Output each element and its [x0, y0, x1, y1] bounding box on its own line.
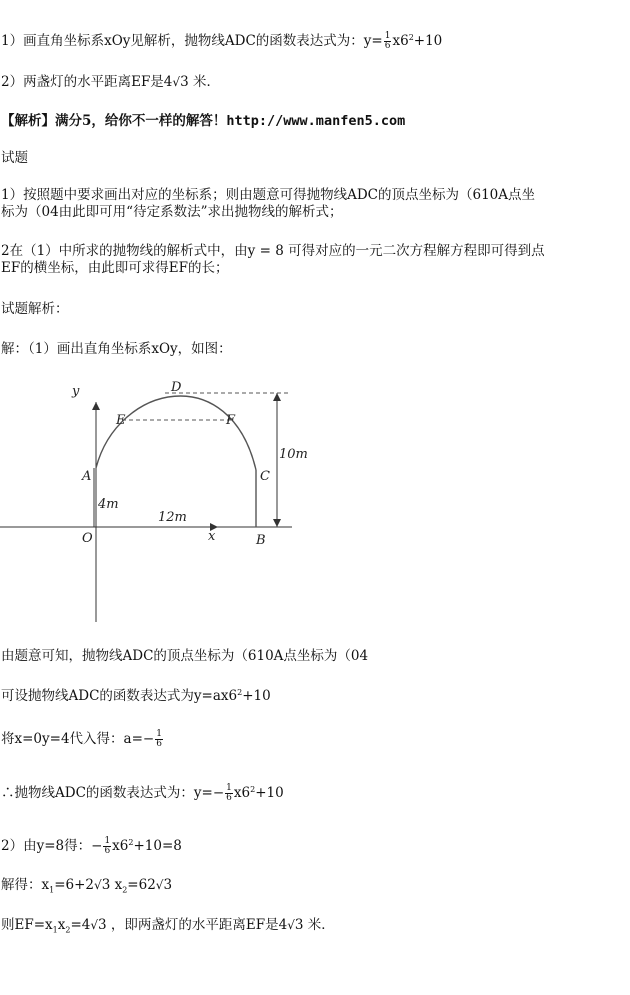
- sqrt-symbol: √: [90, 918, 99, 932]
- part-2-line: 2）由y=8得：− $\frac{1}{6}$ $x6^2+10=8$: [1, 836, 182, 856]
- analysis-1-line-1: 1）按照题中要求画出对应的坐标系；则由题意可得抛物线ADC的顶点坐标为（610A点坐: [1, 187, 536, 203]
- sqrt-symbol: √: [287, 918, 295, 932]
- label-b: B: [256, 533, 266, 548]
- label-o: O: [82, 531, 93, 546]
- label-x: x: [208, 529, 216, 544]
- label-e: E: [116, 413, 126, 428]
- y-axis-arrow: [92, 402, 100, 410]
- label-c: C: [260, 469, 270, 484]
- final-line: 则$EF=x_1x_2=4√3$ ，即两盏灯的水平距离EF是4√3 米．: [1, 917, 335, 935]
- header-banner: 【解析】满分5，给你不一样的解答！http://www.manfen5.com: [1, 113, 406, 129]
- source-url: http://www.manfen5.com: [226, 113, 406, 129]
- label-a: A: [82, 469, 92, 484]
- label-d: D: [171, 380, 182, 395]
- section-title: 试题: [1, 150, 28, 166]
- solution-title: 试题解析：: [1, 301, 69, 317]
- dim-10m-arrow-bottom: [273, 519, 281, 527]
- answer-1-text: 1）画直角坐标系xOy见解析，抛物线ADC的函数表达式为：y=: [1, 33, 383, 49]
- sqrt-symbol: √: [155, 878, 164, 892]
- setup-line: 可设抛物线ADC的函数表达式为$y=ax6^2+10$: [1, 688, 271, 704]
- sqrt-symbol: √: [172, 75, 181, 89]
- label-f: F: [226, 413, 236, 428]
- sqrt-symbol: √: [94, 878, 102, 892]
- vertex-line: 由题意可知，抛物线ADC的顶点坐标为（610A点坐标为（04: [1, 648, 369, 664]
- therefore-fraction: $\frac{1}{6}$: [226, 783, 232, 803]
- dim-10m-arrow-top: [273, 393, 281, 401]
- dim-4m-label: 4m: [98, 497, 119, 512]
- analysis-2-line-1: 2在（1）中所求的抛物线的解析式中，由y = 8 可得对应的一元二次方程解方程即可得到点: [1, 243, 545, 259]
- dim-12m-label: 12m: [158, 510, 187, 525]
- parabola-adc: [96, 396, 256, 470]
- coordinate-figure: [0, 372, 320, 622]
- answer-1: 1）画直角坐标系xOy见解析，抛物线ADC的函数表达式为：y= $\frac{1}{6}$ $x6^2+10$: [1, 31, 443, 51]
- solution-intro: 解：（1）画出直角坐标系xOy，如图：: [1, 341, 232, 357]
- analysis-2-line-2: EF的横坐标，由此即可求得EF的长；: [1, 260, 229, 276]
- answer-2: 2）两盏灯的水平距离EF是4√3 米．: [1, 74, 220, 90]
- substitution-line: 将x=0y=4代入得：a=− $\frac{1}{6}$: [1, 729, 162, 749]
- sub-fraction: $\frac{1}{6}$: [156, 729, 162, 749]
- therefore-line: ∴抛物线ADC的函数表达式为：y=− $\frac{1}{6}$ $x6^2+10$: [1, 783, 284, 803]
- label-y: y: [72, 384, 80, 399]
- dim-10m-label: 10m: [279, 447, 308, 462]
- answer-1-fraction: $\frac{1}{6}$: [384, 31, 391, 51]
- analysis-1-line-2: 标为（04由此即可用“待定系数法”求出抛物线的解析式；: [1, 204, 343, 220]
- solve-line: 解得：$x_1=6+2√3$ $x_2=62√3$: [1, 877, 173, 895]
- part-2-fraction: $\frac{1}{6}$: [104, 836, 111, 856]
